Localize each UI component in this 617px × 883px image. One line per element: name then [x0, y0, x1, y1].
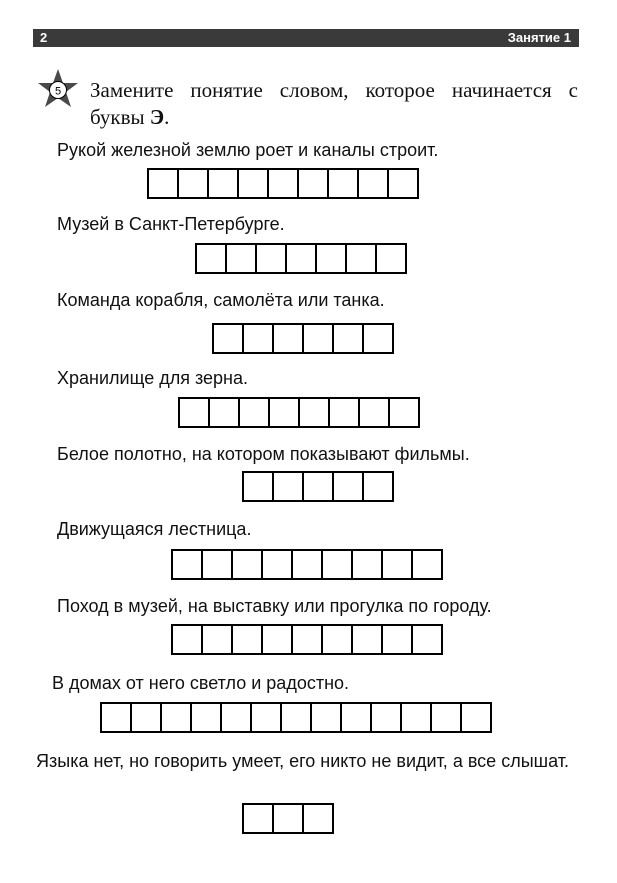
- answer-cell[interactable]: [240, 397, 270, 428]
- answer-cell[interactable]: [214, 323, 244, 354]
- answer-cell[interactable]: [312, 702, 342, 733]
- answer-cell[interactable]: [244, 471, 274, 502]
- page-number: 2: [40, 30, 48, 45]
- task-instruction: [90, 77, 578, 131]
- task-text-end: .: [164, 105, 170, 129]
- section-title: Занятие 1: [507, 30, 571, 45]
- answer-cell[interactable]: [293, 624, 323, 655]
- answer-cell[interactable]: [304, 803, 334, 834]
- answer-cell[interactable]: [353, 549, 383, 580]
- answer-cell[interactable]: [364, 323, 394, 354]
- answer-cell[interactable]: [270, 397, 300, 428]
- question-5: Белое полотно, на котором показывают фильмы.: [57, 444, 470, 464]
- answer-cell[interactable]: [334, 323, 364, 354]
- answer-cell[interactable]: [300, 397, 330, 428]
- star-icon: [36, 67, 80, 111]
- answer-cell[interactable]: [132, 702, 162, 733]
- page-header: [33, 29, 579, 47]
- answer-cell[interactable]: [179, 168, 209, 199]
- answer-cell[interactable]: [413, 624, 443, 655]
- question-2: Музей в Санкт-Петербурге.: [57, 214, 285, 234]
- answer-cell[interactable]: [252, 702, 282, 733]
- answer-cell[interactable]: [180, 397, 210, 428]
- answer-cell[interactable]: [432, 702, 462, 733]
- answer-cell[interactable]: [192, 702, 222, 733]
- answer-cell[interactable]: [233, 549, 263, 580]
- answer-grid-6: [171, 549, 443, 580]
- answer-cell[interactable]: [329, 168, 359, 199]
- answer-cell[interactable]: [173, 549, 203, 580]
- question-3: Команда корабля, самолёта или танка.: [57, 290, 385, 310]
- answer-cell[interactable]: [197, 243, 227, 274]
- answer-cell[interactable]: [274, 803, 304, 834]
- answer-cell[interactable]: [347, 243, 377, 274]
- answer-cell[interactable]: [304, 323, 334, 354]
- answer-grid-7: [171, 624, 443, 655]
- answer-cell[interactable]: [413, 549, 443, 580]
- answer-grid-3: [212, 323, 394, 354]
- answer-cell[interactable]: [293, 549, 323, 580]
- answer-cell[interactable]: [162, 702, 192, 733]
- answer-cell[interactable]: [102, 702, 132, 733]
- answer-cell[interactable]: [377, 243, 407, 274]
- answer-cell[interactable]: [269, 168, 299, 199]
- answer-cell[interactable]: [210, 397, 240, 428]
- question-6: Движущаяся лестница.: [57, 519, 252, 539]
- answer-cell[interactable]: [257, 243, 287, 274]
- answer-cell[interactable]: [203, 549, 233, 580]
- answer-cell[interactable]: [173, 624, 203, 655]
- answer-cell[interactable]: [203, 624, 233, 655]
- answer-grid-4: [178, 397, 420, 428]
- question-4: Хранилище для зерна.: [57, 368, 248, 388]
- answer-cell[interactable]: [462, 702, 492, 733]
- question-9: Языка нет, но говорить умеет, его никто не видит, а все слышат.: [36, 751, 569, 771]
- answer-cell[interactable]: [360, 397, 390, 428]
- answer-grid-9: [242, 803, 334, 834]
- answer-cell[interactable]: [244, 803, 274, 834]
- task-text-start: Замените понятие словом, которое начинается с буквы: [90, 78, 578, 129]
- answer-cell[interactable]: [383, 624, 413, 655]
- answer-cell[interactable]: [274, 471, 304, 502]
- answer-grid-1: [147, 168, 419, 199]
- answer-cell[interactable]: [334, 471, 364, 502]
- answer-cell[interactable]: [263, 624, 293, 655]
- answer-cell[interactable]: [282, 702, 312, 733]
- answer-cell[interactable]: [372, 702, 402, 733]
- answer-cell[interactable]: [287, 243, 317, 274]
- answer-cell[interactable]: [304, 471, 334, 502]
- answer-cell[interactable]: [383, 549, 413, 580]
- answer-cell[interactable]: [244, 323, 274, 354]
- answer-cell[interactable]: [149, 168, 179, 199]
- answer-cell[interactable]: [317, 243, 347, 274]
- task-number: 5: [54, 85, 62, 98]
- answer-grid-5: [242, 471, 394, 502]
- answer-cell[interactable]: [359, 168, 389, 199]
- answer-cell[interactable]: [323, 549, 353, 580]
- answer-cell[interactable]: [323, 624, 353, 655]
- answer-cell[interactable]: [364, 471, 394, 502]
- answer-cell[interactable]: [209, 168, 239, 199]
- answer-cell[interactable]: [342, 702, 372, 733]
- answer-cell[interactable]: [239, 168, 269, 199]
- answer-grid-8: [100, 702, 492, 733]
- question-7: Поход в музей, на выставку или прогулка по городу.: [57, 596, 492, 616]
- answer-cell[interactable]: [227, 243, 257, 274]
- question-8: В домах от него светло и радостно.: [52, 673, 350, 693]
- answer-cell[interactable]: [263, 549, 293, 580]
- answer-grid-2: [195, 243, 407, 274]
- answer-cell[interactable]: [402, 702, 432, 733]
- task-letter: Э: [149, 105, 165, 129]
- answer-cell[interactable]: [389, 168, 419, 199]
- answer-cell[interactable]: [222, 702, 252, 733]
- question-1: Рукой железной землю роет и каналы строит.: [57, 140, 439, 160]
- answer-cell[interactable]: [330, 397, 360, 428]
- answer-cell[interactable]: [353, 624, 383, 655]
- answer-cell[interactable]: [299, 168, 329, 199]
- answer-cell[interactable]: [274, 323, 304, 354]
- answer-cell[interactable]: [390, 397, 420, 428]
- answer-cell[interactable]: [233, 624, 263, 655]
